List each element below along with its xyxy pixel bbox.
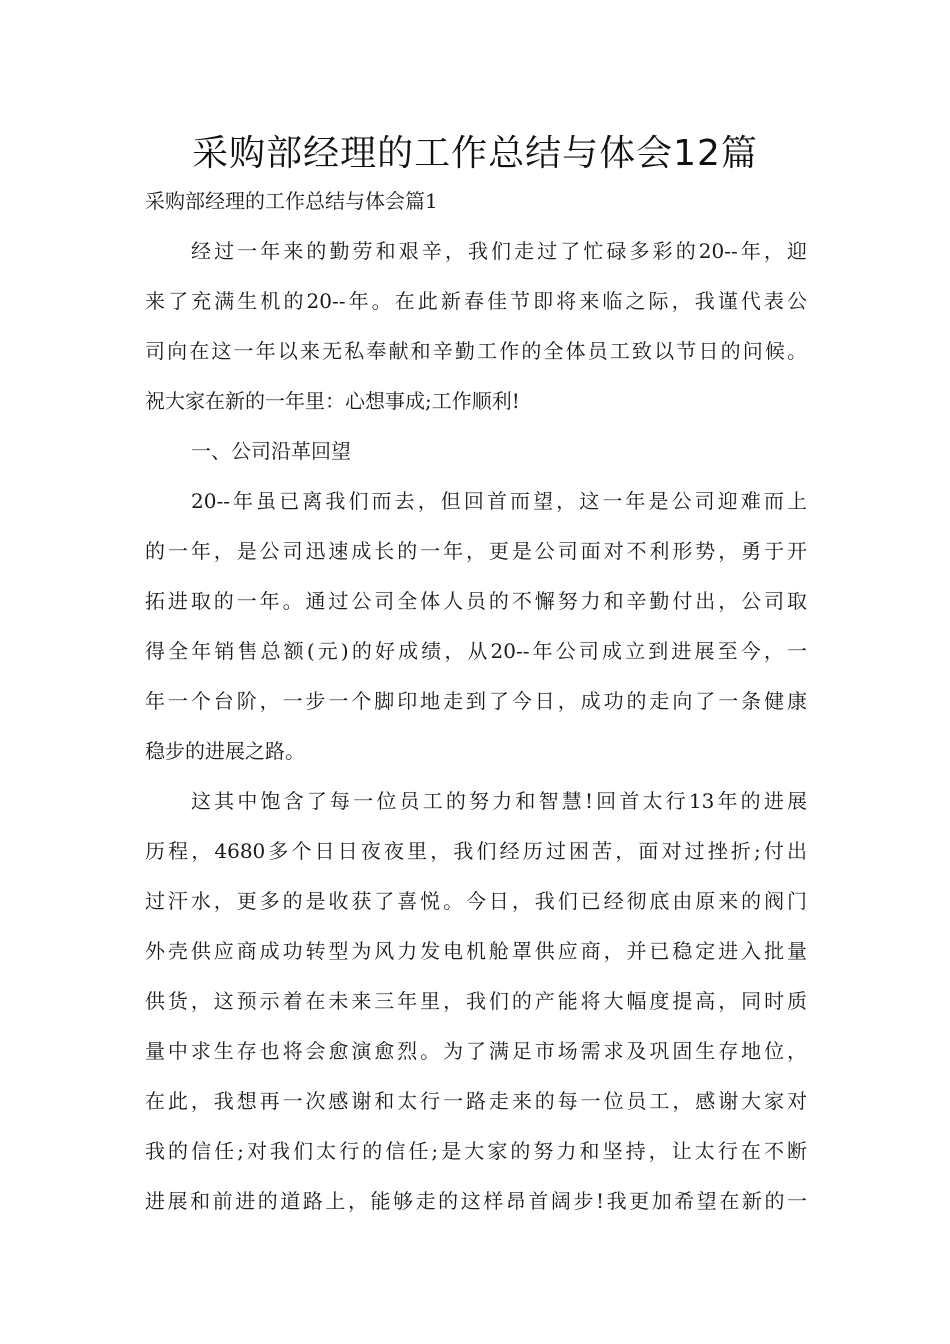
paragraph-line: 司向在这一年以来无私奉献和辛勤工作的全体员工致以节日的问候。 — [145, 339, 807, 363]
paragraph-line: 的一年，是公司迅速成长的一年，更是公司面对不利形势，勇于开 — [145, 539, 807, 563]
paragraph-line: 在此，我想再一次感谢和太行一路走来的每一位员工，感谢大家对 — [145, 1089, 807, 1113]
paragraph-line: 外壳供应商成功转型为风力发电机舱罩供应商，并已稳定进入批量 — [145, 939, 807, 963]
paragraph-line: 经过一年来的勤劳和艰辛，我们走过了忙碌多彩的20--年，迎 — [191, 239, 807, 263]
paragraph-line: 年一个台阶，一步一个脚印地走到了今日，成功的走向了一条健康 — [145, 689, 807, 713]
paragraph-line: 稳步的进展之路。 — [145, 739, 305, 763]
paragraph-line: 过汗水，更多的是收获了喜悦。今日，我们已经彻底由原来的阀门 — [145, 889, 807, 913]
paragraph-line: 进展和前进的道路上，能够走的这样昂首阔步!我更加希望在新的一 — [145, 1189, 807, 1213]
paragraph-line: 我的信任;对我们太行的信任;是大家的努力和坚持，让太行在不断 — [145, 1139, 807, 1163]
paragraph-line: 得全年销售总额(元)的好成绩，从20--年公司成立到进展至今，一 — [145, 639, 807, 663]
section-heading: 采购部经理的工作总结与体会篇1 — [145, 189, 438, 213]
paragraph-line: 量中求生存也将会愈演愈烈。为了满足市场需求及巩固生存地位， — [145, 1039, 807, 1063]
paragraph-line: 历程，4680多个日日夜夜里，我们经历过困苦，面对过挫折;付出 — [145, 839, 807, 863]
paragraph-line: 供货，这预示着在未来三年里，我们的产能将大幅度提高，同时质 — [145, 989, 807, 1013]
subsection-heading: 一、公司沿革回望 — [191, 439, 351, 463]
paragraph-line: 拓进取的一年。通过公司全体人员的不懈努力和辛勤付出，公司取 — [145, 589, 807, 613]
paragraph-line: 祝大家在新的一年里：心想事成;工作顺利! — [145, 389, 520, 413]
paragraph-line: 20--年虽已离我们而去，但回首而望，这一年是公司迎难而上 — [191, 489, 807, 513]
document-title: 采购部经理的工作总结与体会12篇 — [192, 133, 758, 174]
paragraph-line: 来了充满生机的20--年。在此新春佳节即将来临之际，我谨代表公 — [145, 289, 807, 313]
paragraph-line: 这其中饱含了每一位员工的努力和智慧!回首太行13年的进展 — [191, 789, 807, 813]
